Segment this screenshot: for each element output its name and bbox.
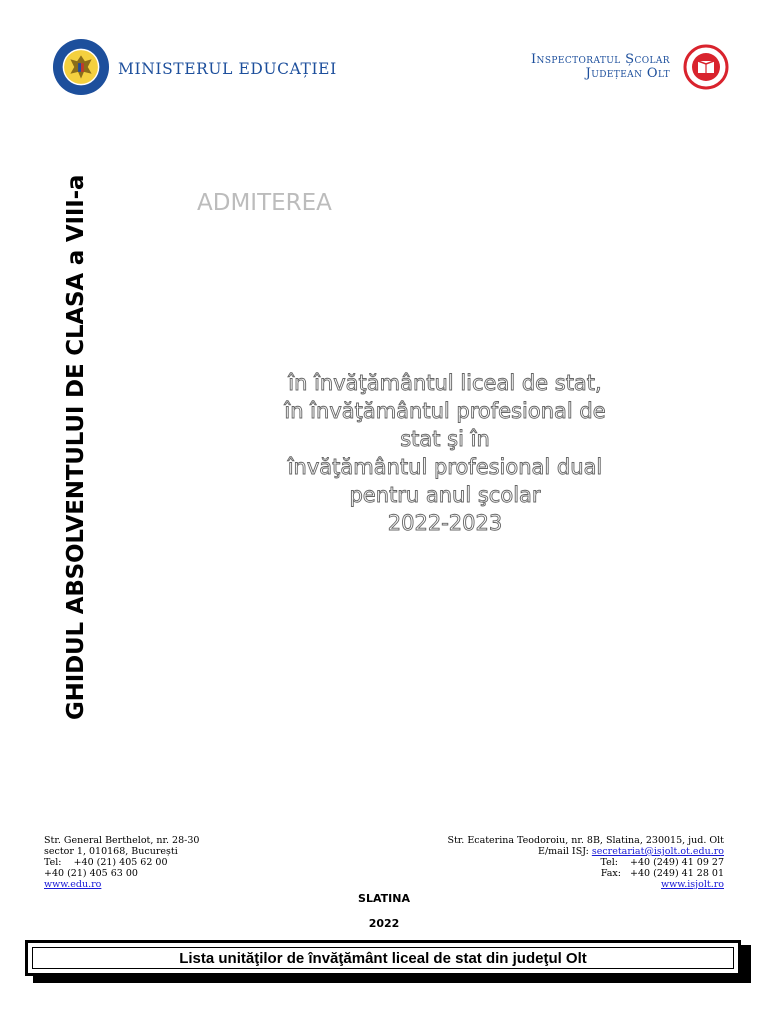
list-banner-inner — [32, 947, 734, 969]
description-line: pentru anul şcolar — [349, 483, 541, 507]
description-line: 2022-2023 — [387, 511, 503, 535]
description-line: stat şi în — [400, 427, 490, 451]
isj-email-link[interactable]: secretariat@isjolt.ot.edu.ro — [591, 846, 724, 857]
address-line: Str. Ecaterina Teodoroiu, nr. 8B, Slatina, 230015, jud. Olt — [447, 835, 724, 846]
list-banner — [25, 940, 741, 976]
year-label: 2022 — [368, 917, 400, 930]
email-line: E/mail ISJ: secretariat@isjolt.ot.edu.ro — [538, 846, 724, 857]
romanian-government-seal-icon — [52, 38, 110, 96]
admission-description — [180, 369, 710, 537]
isj-address — [447, 835, 724, 890]
phone-line: Tel: +40 (21) 405 62 00 — [44, 857, 168, 868]
address-line: sector 1, 010168, București — [44, 846, 178, 857]
phone-line: Tel: +40 (249) 41 09 27 — [600, 857, 724, 868]
isj-website-link[interactable]: www.isjolt.ro — [660, 879, 724, 890]
isj-name-line1: Inspectoratul Școlar — [531, 52, 670, 67]
ministry-address — [44, 835, 199, 890]
fax-line: Fax: +40 (249) 41 28 01 — [600, 868, 724, 879]
phone-number: +40 (21) 405 62 00 — [73, 857, 168, 868]
isj-olt-logo-icon — [682, 44, 730, 90]
ministry-name: MINISTERUL EDUCAȚIEI — [118, 60, 337, 78]
description-line: în învăţământul liceal de stat, — [288, 371, 602, 395]
phone-number: +40 (249) 41 09 27 — [630, 857, 724, 868]
description-line: învăţământul profesional dual — [287, 455, 603, 479]
ministry-website-link[interactable]: www.edu.ro — [44, 879, 102, 890]
ministry-header — [48, 30, 337, 104]
isj-name-line2: Județean Olt — [585, 66, 670, 81]
fax-number: +40 (249) 41 28 01 — [630, 868, 724, 879]
city-label: SLATINA — [358, 892, 410, 905]
admission-heading: ADMITEREA — [197, 190, 332, 216]
list-banner-title: Lista unităţilor de învăţământ liceal de stat din judeţul Olt — [179, 949, 587, 967]
phone-number: +40 (21) 405 63 00 — [44, 868, 138, 879]
description-line: în învăţământul profesional de — [284, 399, 606, 423]
address-line: Str. General Berthelot, nr. 28-30 — [44, 835, 200, 846]
vertical-guide-title: GHIDUL ABSOLVENTULUI DE CLASA a VIII-a — [63, 174, 89, 720]
isj-header — [490, 40, 730, 90]
